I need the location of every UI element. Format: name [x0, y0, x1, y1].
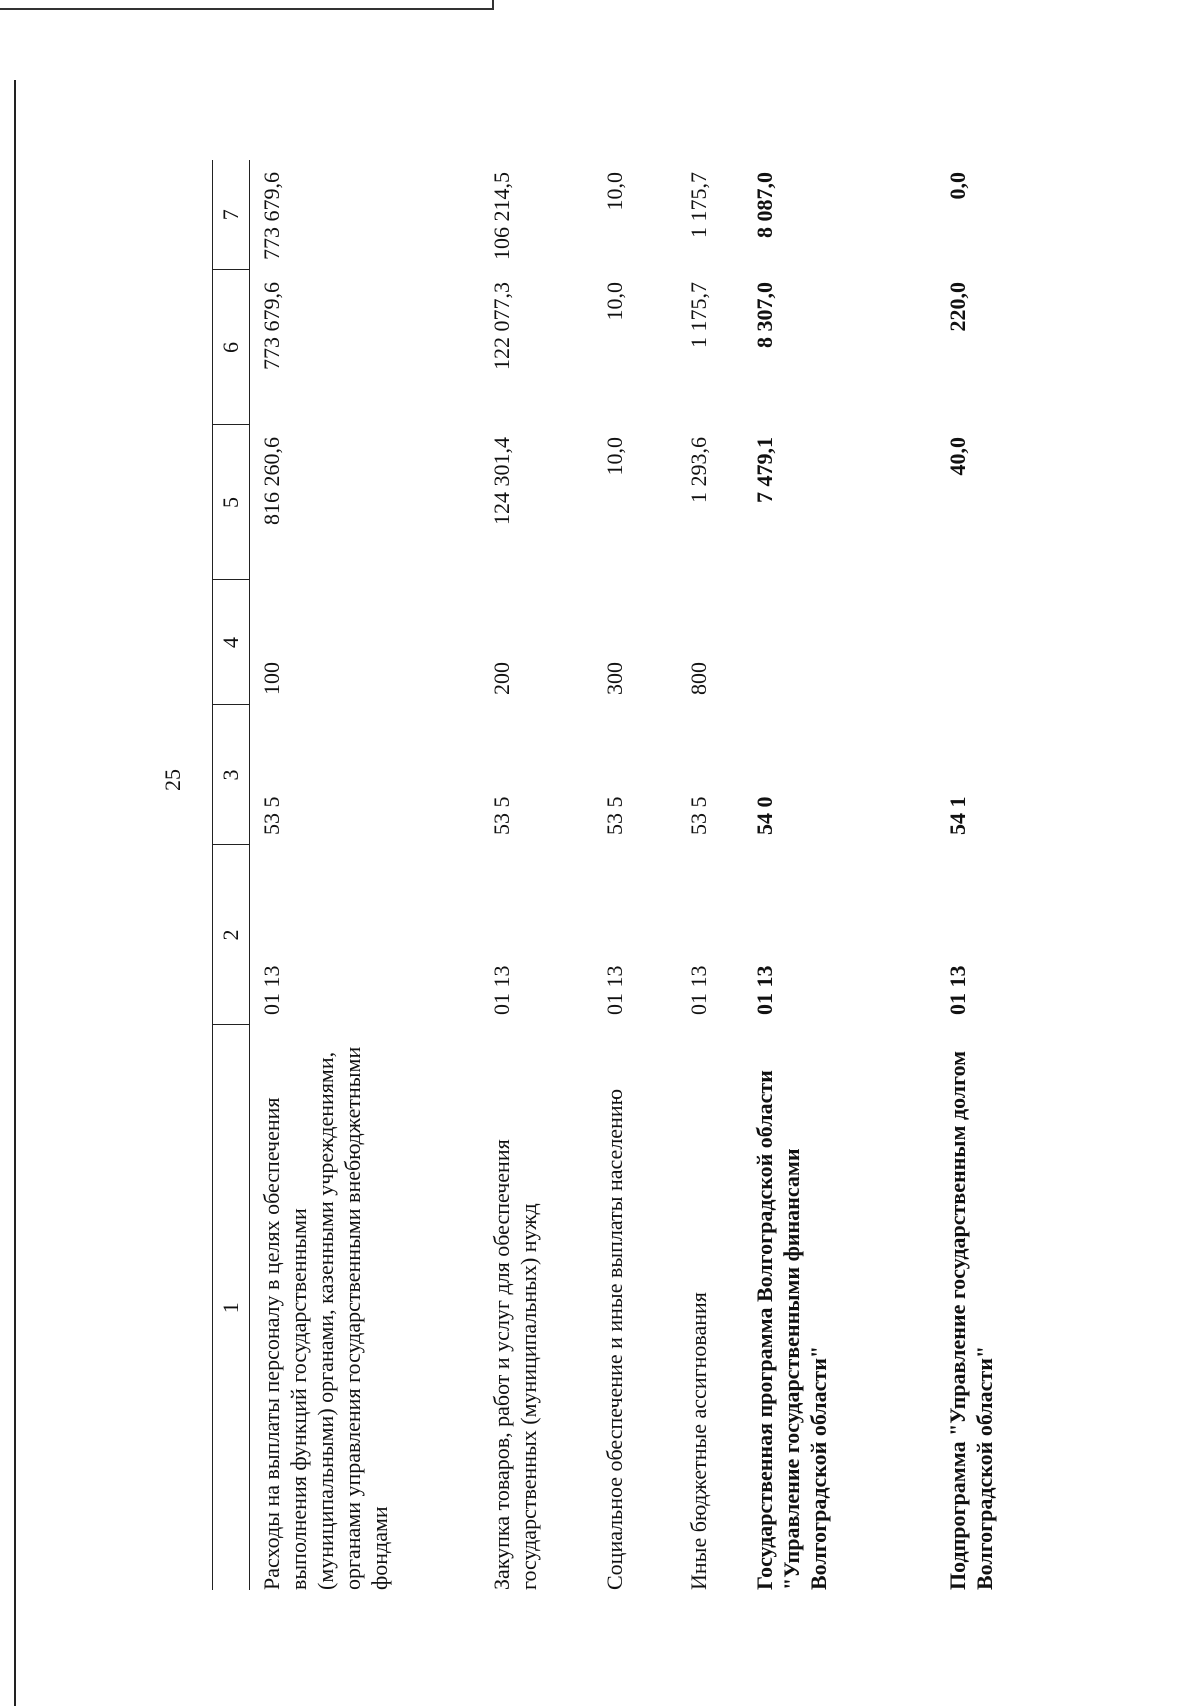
row-section: 01 13: [945, 965, 970, 1015]
row-name: Социальное обеспечение и иные выплаты населению: [602, 1088, 627, 1590]
row-value-5: 10,0: [602, 437, 627, 476]
row-value-5: 40,0: [945, 437, 970, 476]
row-program: 54 0: [752, 796, 777, 835]
header-col-5: 5: [213, 425, 250, 580]
row-value-6: 122 077,3: [489, 282, 514, 370]
row-value-7: 8 087,0: [752, 172, 777, 238]
row-section: 01 13: [602, 965, 627, 1015]
row-value-6: 773 679,6: [259, 282, 284, 370]
row-value-7: 0,0: [945, 172, 970, 200]
row-value-6: 8 307,0: [752, 282, 777, 348]
row-section: 01 13: [259, 965, 284, 1015]
table-row: [677, 160, 743, 1590]
scan-top-edge: [0, 8, 492, 10]
row-program: 53 5: [602, 796, 627, 835]
row-program: 53 5: [489, 796, 514, 835]
scan-corner-edge: [492, 0, 494, 10]
header-col-2: 2: [213, 845, 250, 1025]
row-value-5: 1 293,6: [686, 437, 711, 503]
row-program: 54 1: [945, 796, 970, 835]
page-number: 25: [160, 769, 185, 791]
row-name: Закупка товаров, работ и услуг для обеспечения государственных (муниципальных) нужд: [489, 1139, 541, 1590]
header-row: [213, 160, 250, 1590]
row-section: 01 13: [686, 965, 711, 1015]
row-value-7: 773 679,6: [259, 172, 284, 260]
scan-left-edge: [14, 80, 16, 1706]
header-col-3: 3: [213, 705, 250, 845]
table-row: [593, 160, 677, 1590]
row-value-7: 1 175,7: [686, 172, 711, 238]
row-name: Расходы на выплаты персоналу в целях обеспечения выполнения функций государственными (муниципальными) органами, казенными учреждениями, органами управления государственными внебюджетными фондами: [259, 1046, 392, 1590]
row-program: 53 5: [686, 796, 711, 835]
row-program: 53 5: [259, 796, 284, 835]
row-value-6: 10,0: [602, 282, 627, 321]
row-type: 300: [602, 662, 627, 695]
row-value-5: 7 479,1: [752, 437, 777, 503]
table-row: [743, 160, 936, 1590]
row-value-7: 106 214,5: [489, 172, 514, 260]
table-row: [250, 160, 481, 1590]
row-name: Подпрограмма "Управление государственным долгом Волгоградской области": [945, 1050, 997, 1590]
table-row: [480, 160, 593, 1590]
header-col-1: 1: [213, 1025, 250, 1590]
row-section: 01 13: [489, 965, 514, 1015]
row-type: 800: [686, 662, 711, 695]
header-col-6: 6: [213, 270, 250, 425]
row-section: 01 13: [752, 965, 777, 1015]
row-value-5: 816 260,6: [259, 437, 284, 525]
row-name: Иные бюджетные ассигнования: [686, 1292, 711, 1590]
row-type: 100: [259, 662, 284, 695]
row-type: 200: [489, 662, 514, 695]
row-name: Государственная программа Волгоградской области "Управление государственными финансами Волгоградской области": [752, 1070, 831, 1590]
header-col-7: 7: [213, 160, 250, 270]
table-row: [936, 160, 1054, 1590]
row-type: [936, 580, 1054, 705]
row-type: [743, 580, 936, 705]
row-value-5: 124 301,4: [489, 437, 514, 525]
row-value-7: 10,0: [602, 172, 627, 211]
row-value-6: 1 175,7: [686, 282, 711, 348]
header-col-4: 4: [213, 580, 250, 705]
row-value-6: 220,0: [945, 282, 970, 332]
rotated-page: [160, 160, 1160, 1680]
budget-table: [212, 160, 1054, 1590]
